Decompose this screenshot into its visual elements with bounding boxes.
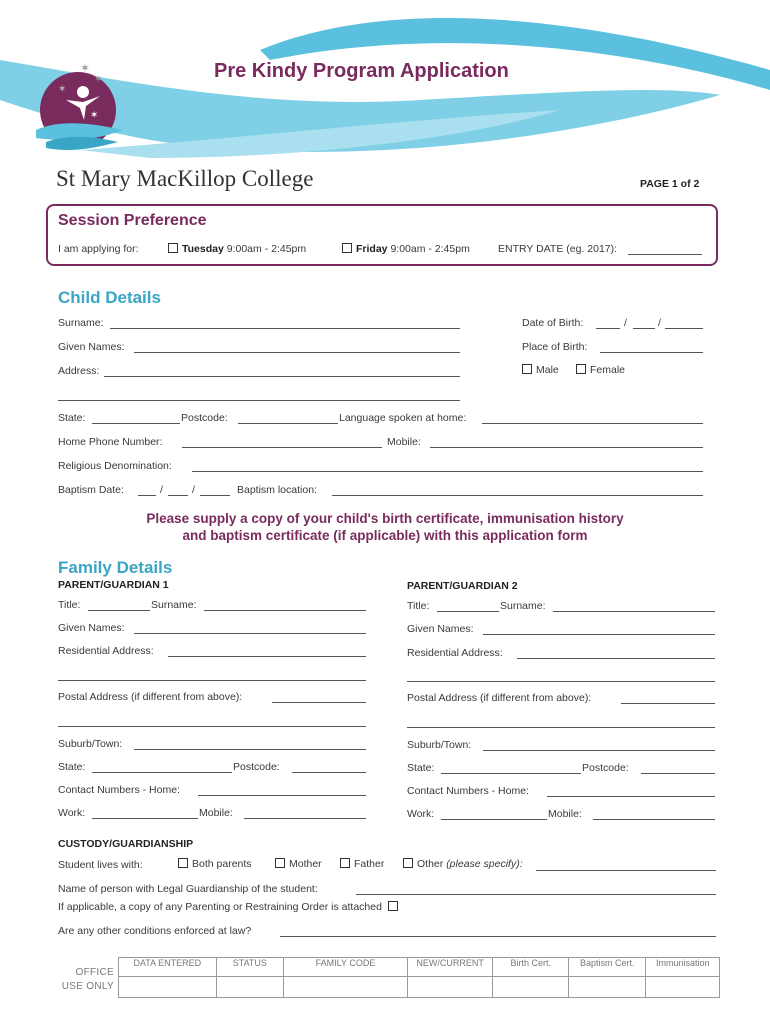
pob-field[interactable] [600,352,703,353]
baptism-slash-2: / [192,484,195,496]
other-specify-field[interactable] [536,870,716,871]
both-parents-checkbox[interactable] [178,858,188,868]
p1-state-field[interactable] [92,772,232,773]
p1-contact-field[interactable] [198,795,366,796]
language-label: Language spoken at home: [339,412,467,424]
male-option[interactable] [522,364,559,376]
page-number: PAGE 1 of 2 [640,178,700,190]
male-label: Male [536,364,559,376]
p1-suburb-label: Suburb/Town: [58,738,123,750]
dob-slash-2: / [658,317,661,329]
friday-option[interactable] [342,243,470,255]
office-header-row [119,958,720,977]
office-cell[interactable] [284,977,408,998]
office-col-immunisation: Immunisation [646,958,720,977]
office-cell[interactable] [646,977,720,998]
form-title: Pre Kindy Program Application [214,60,509,82]
p2-residential-line-2[interactable] [407,681,715,682]
college-logo [28,60,128,160]
office-use-table [118,957,720,998]
child-address-field[interactable] [104,376,460,377]
tuesday-time: 9:00am - 2:45pm [226,243,307,255]
p1-mobile-field[interactable] [244,818,366,819]
p1-title-label: Title: [58,599,81,611]
office-col-data-entered: DATA ENTERED [119,958,217,977]
p2-postal-line-2[interactable] [407,727,715,728]
child-given-field[interactable] [134,352,460,353]
legal-guardianship-field[interactable] [356,894,716,895]
applying-label: I am applying for: [58,243,139,255]
p2-residential-field[interactable] [517,658,715,659]
entry-date-field[interactable] [628,254,702,255]
friday-time: 9:00am - 2:45pm [390,243,470,255]
child-state-field[interactable] [92,423,180,424]
baptism-year-field[interactable] [200,495,230,496]
baptism-month-field[interactable] [168,495,188,496]
birth-certificate-notice [0,510,770,544]
child-mobile-field[interactable] [430,447,703,448]
child-address-label: Address: [58,365,100,377]
session-heading: Session Preference [58,212,207,229]
court-order-label: If applicable, a copy of any Parenting or Restraining Order is attached [58,901,382,913]
dob-label: Date of Birth: [522,317,584,329]
female-label: Female [590,364,626,376]
pob-label: Place of Birth: [522,341,588,353]
p2-surname-label: Surname: [500,600,546,612]
friday-day: Friday [356,243,388,255]
office-cell[interactable] [493,977,569,998]
tuesday-option[interactable] [168,243,306,255]
court-order-checkbox[interactable] [388,901,398,911]
dob-year-field[interactable] [665,328,703,329]
p2-postal-field[interactable] [621,703,715,704]
dob-month-field[interactable] [633,328,655,329]
child-given-label: Given Names: [58,341,125,353]
child-surname-field[interactable] [110,328,460,329]
p1-contact-label: Contact Numbers - Home: [58,784,180,796]
court-order-option[interactable] [58,901,402,913]
female-checkbox[interactable] [576,364,586,374]
home-phone-label: Home Phone Number: [58,436,163,448]
office-cell[interactable] [407,977,493,998]
p1-suburb-field[interactable] [134,749,366,750]
lives-with-label: Student lives with: [58,859,143,871]
p1-postal-label: Postal Address (if different from above): [58,691,243,703]
p2-given-label: Given Names: [407,623,474,635]
legal-guardianship-label: Name of person with Legal Guardianship of the student: [58,883,318,895]
office-label-line-2: USE ONLY [61,981,114,992]
svg-text:✶: ✶ [90,110,99,121]
office-use-label [58,966,114,994]
male-checkbox[interactable] [522,364,532,374]
svg-text:✶: ✶ [94,74,103,85]
notice-line-1: Please supply a copy of your child's birth certificate, immunisation history [146,511,624,526]
office-col-birth-cert: Birth Cert. [493,958,569,977]
other-note: (please specify): [446,858,523,870]
p2-suburb-label: Suburb/Town: [407,739,472,751]
p2-work-label: Work: [407,808,435,820]
child-postcode-field[interactable] [238,423,338,424]
office-label-line-1: OFFICE [75,967,114,978]
office-col-baptism-cert: Baptism Cert. [568,958,646,977]
p1-state-label: State: [58,761,86,773]
custody-heading: CUSTODY/GUARDIANSHIP [58,838,194,850]
college-name: St Mary MacKillop College [56,166,314,191]
child-state-label: State: [58,412,86,424]
parent-1-heading: PARENT/GUARDIAN 1 [58,579,169,591]
mother-option[interactable] [275,858,322,870]
p2-work-field[interactable] [441,819,547,820]
dob-slash-1: / [624,317,627,329]
child-surname-label: Surname: [58,317,104,329]
baptism-slash-1: / [160,484,163,496]
dob-day-field[interactable] [596,328,620,329]
parent-2-heading: PARENT/GUARDIAN 2 [407,580,518,592]
conditions-field[interactable] [280,936,716,937]
child-mobile-label: Mobile: [387,436,421,448]
p1-given-label: Given Names: [58,622,125,634]
child-details-heading: Child Details [58,288,161,307]
baptism-day-field[interactable] [138,495,156,496]
child-postcode-label: Postcode: [181,412,228,424]
religion-label: Religious Denomination: [58,460,172,472]
p1-work-field[interactable] [92,818,198,819]
other-option[interactable] [403,858,523,870]
religion-field[interactable] [192,471,703,472]
p2-contact-label: Contact Numbers - Home: [407,785,529,797]
office-entry-row [119,977,720,998]
p2-postal-label: Postal Address (if different from above): [407,692,592,704]
p2-mobile-field[interactable] [593,819,715,820]
p2-title-field[interactable] [437,611,499,612]
tuesday-day: Tuesday [182,243,224,255]
p1-postal-field[interactable] [272,702,366,703]
baptism-date-label: Baptism Date: [58,484,124,496]
office-cell[interactable] [119,977,217,998]
father-checkbox[interactable] [340,858,350,868]
p2-suburb-field[interactable] [483,750,715,751]
p2-mobile-label: Mobile: [548,808,582,820]
p2-residential-label: Residential Address: [407,647,503,659]
home-phone-field[interactable] [182,447,382,448]
p2-state-label: State: [407,762,435,774]
p2-postcode-field[interactable] [641,773,715,774]
p2-postcode-label: Postcode: [582,762,629,774]
mother-checkbox[interactable] [275,858,285,868]
father-option[interactable] [340,858,384,870]
notice-line-2: and baptism certificate (if applicable) with this application form [182,528,588,543]
p1-surname-field[interactable] [204,610,366,611]
p1-postcode-label: Postcode: [233,761,280,773]
p1-work-label: Work: [58,807,86,819]
p1-residential-line-2[interactable] [58,680,366,681]
p1-given-field[interactable] [134,633,366,634]
tuesday-checkbox[interactable] [168,243,178,253]
p1-title-field[interactable] [88,610,150,611]
p2-given-field[interactable] [483,634,715,635]
family-details-heading: Family Details [58,558,173,577]
p1-surname-label: Surname: [151,599,197,611]
friday-checkbox[interactable] [342,243,352,253]
svg-text:✶: ✶ [80,61,91,75]
office-col-new-current: NEW/CURRENT [407,958,493,977]
office-cell[interactable] [568,977,646,998]
p1-postal-line-2[interactable] [58,726,366,727]
p1-postcode-field[interactable] [292,772,366,773]
p2-state-field[interactable] [441,773,581,774]
baptism-location-field[interactable] [332,495,703,496]
svg-text:✶: ✶ [58,84,67,95]
female-option[interactable] [576,364,625,376]
p1-residential-field[interactable] [168,656,366,657]
other-label: Other [417,858,444,870]
other-checkbox[interactable] [403,858,413,868]
office-col-status: STATUS [216,958,283,977]
child-address-line-2[interactable] [58,400,460,401]
p1-mobile-label: Mobile: [199,807,233,819]
baptism-location-label: Baptism location: [237,484,317,496]
p2-surname-field[interactable] [553,611,715,612]
office-col-family-code: FAMILY CODE [284,958,408,977]
conditions-label: Are any other conditions enforced at law? [58,925,252,937]
mother-label: Mother [289,858,322,870]
language-field[interactable] [482,423,703,424]
p1-residential-label: Residential Address: [58,645,154,657]
office-cell[interactable] [216,977,283,998]
p2-contact-field[interactable] [547,796,715,797]
p2-title-label: Title: [407,600,430,612]
father-label: Father [354,858,385,870]
both-parents-label: Both parents [192,858,252,870]
both-parents-option[interactable] [178,858,252,870]
entry-date-label: ENTRY DATE (eg. 2017): [498,243,618,255]
